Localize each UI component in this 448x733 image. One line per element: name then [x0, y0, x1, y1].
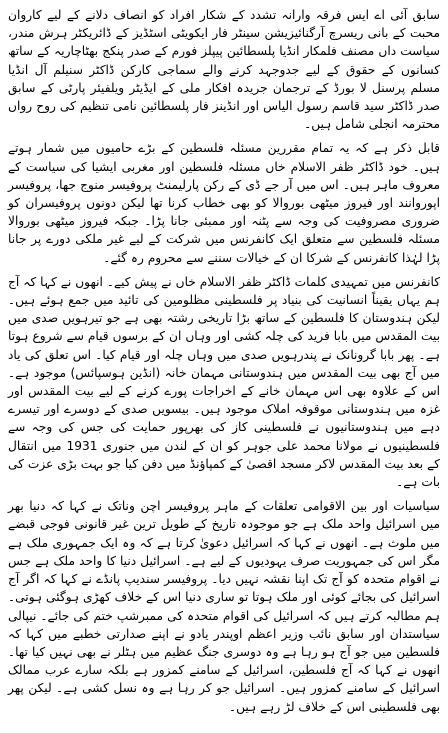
paragraph-speakers-list: سابق آئی اے ایس فرقہ وارانہ تشدد کے شکار افراد کو انصاف دلانے کے لیے کاروان محبت کے بانی ریسرچ آرگنائیزیشن سینٹر فار ایکویٹی اسٹڈیز کے ڈائریکٹر ہرش مندر، سیاست داں مصنف فلمکار انڈیا پلسطائین پیپلز فورم کے صدر پنکج بھٹاچاریہ کے ساتھ کسانوں کے حقوق کے لیے جدوجہد کرنے والے سماجی کارکن ڈاکٹر سنیلم آل انڈیا مسلم پرسنل لا بورڈ کے ترجمان جریدہ افکار ملی کے ایڈیٹر ویلفیئر پارٹی کے سابق صدر ڈاکٹر سید قاسم رسول الیاس اور انڈینز فار پلسطائین نامی تنظیم کی روح رواں محترمہ انجلی شامل ہیں۔: [8, 8, 440, 132]
paragraph-speeches: سیاسیات اور بین الاقوامی تعلقات کے ماہر پروفیسر اچن وناتک نے کہا کہ دنیا بھر میں اسرائیل واحد ملک ہے جو موجودہ تاریخ کے طویل ترین غیر قانونی فوجی قبضے میں ملوث ہے۔ انھوں نے کہا کہ اسرائیل دعویٰ کرتا ہے کہ وہ ایک جمہوری ملک ہے مگر اس کی جمہوریت صرف یہودیوں کے لیے ہے۔ اسرائیل دنیا کا واحد ملک ہے جس نے اقوام متحدہ کو آج تک اپنا نقشہ نہیں دیا۔ پروفیسر سندیپ پانڈے نے کہا کہ اگر آج اسرائیل کی بجائے کوئی اور ملک ہوتا تو ساری دنیا اس کے خلاف کھڑی ہوگئی ہوتی۔ ہم مطالبہ کرتے ہیں کہ اسرائیل کی اقوام متحدہ کی ممبرشپ ختم کی جائے۔ نیپالی سیاستدان اور سابق نائب وزیر اعظم اوپندر یادو نے اپنے صدارتی خطبے میں کہا کہ فلسطین میں جو آج ہو رہا ہے وہ دوسری جنگ عظیم میں ہٹلر نے بھی نہیں کیا تھا۔ انھوں نے کہا کہ آج فلسطین، اسرائیل کے سامنے کمزور ہے بلکہ سارے عرب ممالک اسرائیل کے سامنے کمزور ہیں۔ اسرائیل جو کر رہا ہے وہ نسل کشی ہے۔ لیکن پھر بھی فلسطینی اس کے خلاف لڑ رہے ہیں۔: [8, 499, 440, 714]
paragraph-speakers-background: قابل ذکر ہے کہ یہ تمام مقررین مسئلہ فلسطین کے بڑے حامیوں میں شمار ہوتے ہیں۔ خود ڈاکٹر ظفر الاسلام خاں مسئلہ فلسطین اور مغربی ایشیا کی سیاست کے معروف ماہر ہیں۔ اس میں آر جے ڈی کے رکن پارلیمنٹ پروفیسر منوج جھا، پروفیسر اپوروانند اور فیروز میٹھی بوروالا کو بھی خطاب کرنا تھا لیکن دونوں پروفیسران کو ضروری مصروفیت کی وجہ سے پٹنہ اور ممبئی جانا پڑا۔ جبکہ فیروز میٹھی بوروالا مسئلہ فلسطین سے متعلق ایک کانفرنس میں شرکت کے لیے غیر ملکی دورے پر جانا پڑا لہٰذا کانفرنس کے شرکا ان کے خیالات سننے سے محروم رہ گئے۔: [8, 141, 440, 265]
paragraph-opening-remarks: کانفرنس میں تمہیدی کلمات ڈاکٹر ظفر الاسلام خاں نے پیش کیے۔ انھوں نے کہا کہ آج ہم یہاں یقیناً انسانیت کی بنیاد پر فلسطینی مظلومین کی تائید میں جمع ہوئے ہیں۔ لیکن ہندوستان کا فلسطین کے ساتھ بڑا تاریخی رشتہ بھی ہے جو تیرہویں صدی میں بیت المقدس میں بابا فرید کی چلہ کشی اور وہاں ان کے برسوں قیام سے شروع ہوتا ہے۔ پھر بابا گرونانک نے پندرہویں صدی میں وہاں چلہ اور قیام کیا۔ اس تعلق کی یاد میں آج بھی بیت المقدس میں ہندوستانی مہمان خانہ (انڈین ہوسپائس) موجود ہے۔ اس کے علاوہ بھی اس مہمان خانے کے اخراجات پورے کرنے کے لیے بیت المقدس اور غزہ میں ہندوستانی موقوفہ املاک موجود ہیں۔ بیسویں صدی کے دوسرے اور تیسرے دہے میں ہندوستانیوں نے فلسطینی کاز کی بھرپور حمایت کی جس کی وجہ سے فلسطینیوں نے مولانا محمد علی جوہر کو ان کے لندن میں جنوری 1931 میں انتقال کے بعد بیت المقدس لاکر مسجد اقصیٰ کے کمپاؤنڈ میں دفن کیا جو بہت بڑی عزت کی بات ہے۔: [8, 274, 440, 490]
